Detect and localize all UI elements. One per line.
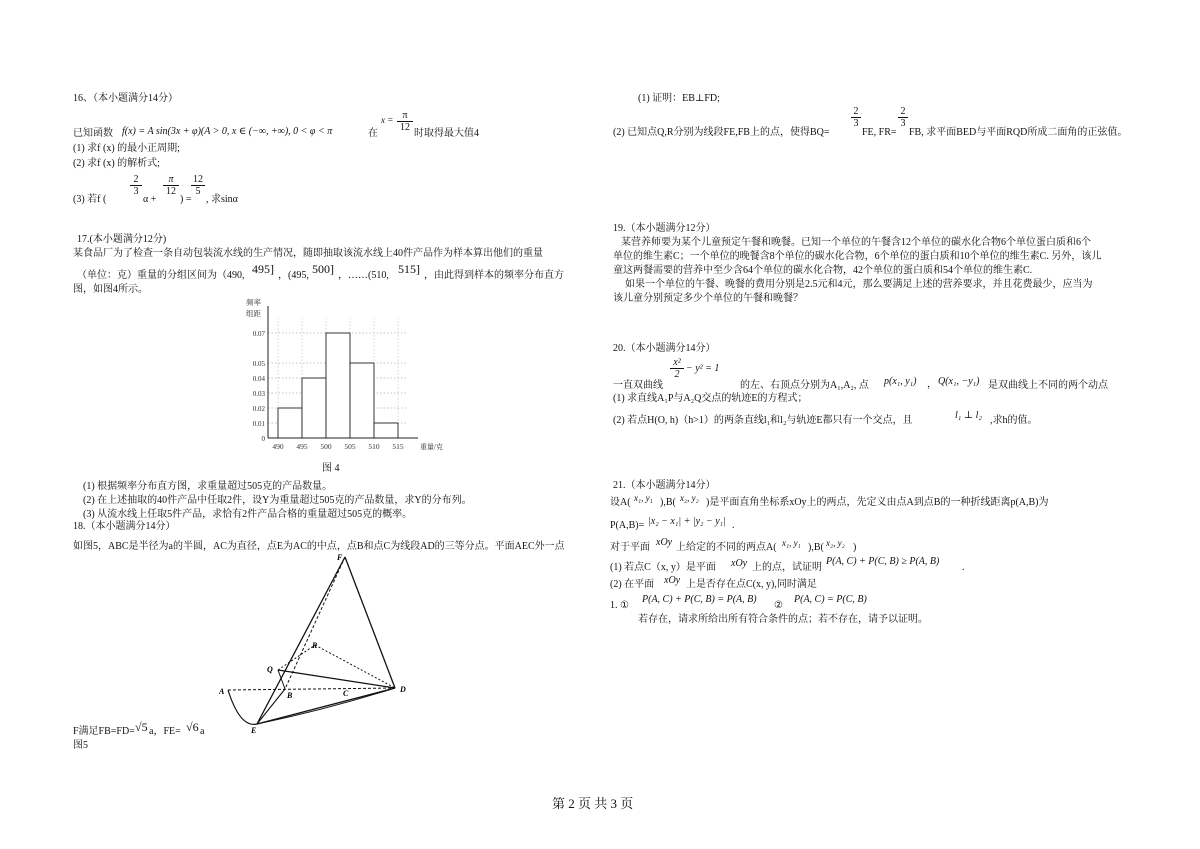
q18-frac-fr bbox=[898, 106, 908, 129]
q16-f1-num: 2 bbox=[133, 174, 139, 185]
q21-l1e: )是平面直角坐标系xOy上的两点，先定义由点A到点B的一种折线距离p(A,B)为 bbox=[706, 497, 1049, 508]
q17-title: 17.(本小题满分12分) bbox=[77, 234, 167, 245]
q17-line3: 图，如图4所示。 bbox=[73, 284, 148, 295]
q18-part2-a: (2) 已知点Q,R分别为线段FE,FB上的点，使得BQ= bbox=[613, 127, 830, 138]
q18-fb-num: 2 bbox=[900, 106, 906, 117]
y-tick-label: 0.03 bbox=[252, 390, 265, 398]
q18-line1: 如图5，ABC是半径为a的半圆，AC为直径，点E为AC的中点，点B和点C为线段AD的三等分点。平面AEC外一点 bbox=[73, 541, 565, 552]
q16-tail: 时取得最大值4 bbox=[414, 128, 479, 139]
q21-l3d: x₁, y₁ bbox=[782, 538, 801, 548]
q16-part3-close: ) = bbox=[180, 194, 192, 205]
q18-part2-b: FE, FR= bbox=[862, 127, 897, 138]
q16-f3-num: 12 bbox=[193, 174, 203, 185]
q18-line2c: a，FE= bbox=[149, 726, 181, 737]
q21-l3b: xOy bbox=[656, 537, 673, 548]
q21-l3e: ),B( bbox=[808, 542, 824, 553]
figure-5-geometry bbox=[215, 550, 415, 736]
q16-title: 16、（本小题满分14分） bbox=[73, 93, 178, 104]
x-tick-label: 510 bbox=[368, 442, 380, 451]
x-tick-label: 500 bbox=[320, 442, 332, 451]
q19-title: 19.（本小题满分12分） bbox=[613, 223, 716, 234]
x-axis-label: 重量/克 bbox=[420, 443, 443, 451]
label-B: B bbox=[287, 691, 293, 700]
y-axis-label-2: 组距 bbox=[246, 309, 261, 318]
q20-part2-c: ,求h的值。 bbox=[990, 415, 1038, 426]
semicircle-arc bbox=[228, 690, 257, 724]
q21-l3g: ) bbox=[853, 542, 857, 553]
q19-line3: 童这两餐需要的营养中至少含64个单位的碳水化合物，42个单位的蛋白质和54个单位的维生素C. bbox=[613, 265, 1033, 276]
q18-part2-c: FB, 求平面BED与平面RQD所成二面角的正弦值。 bbox=[909, 127, 1128, 138]
x-tick-label: 490 bbox=[272, 442, 284, 451]
q17-part3: (3) 从流水线上任取5件产品，求恰有2件产品合格的重量超过505克的概率。 bbox=[83, 509, 413, 520]
q16-f2-num: π bbox=[168, 174, 174, 185]
histogram-bar bbox=[278, 408, 302, 438]
label-D: D bbox=[400, 685, 406, 694]
q21-l5c: 上是否存在点C(x, y),同时满足 bbox=[686, 579, 817, 590]
q16-part3-tail: , 求sinα bbox=[206, 194, 238, 205]
q16-frac-2-3 bbox=[130, 174, 142, 197]
q20-part2-a: (2) 若点H(O, h)（h>1）的两条直线l₁和l₂与轨迹E都只有一个交点，且 bbox=[613, 415, 913, 426]
q20-eq-fraction bbox=[670, 357, 684, 380]
y-axis-label: 频率 bbox=[246, 298, 261, 307]
q18-fb-den: 3 bbox=[898, 117, 908, 129]
q21-l5b: xOy bbox=[664, 575, 681, 586]
q21-l2c: . bbox=[732, 520, 735, 531]
q19-line5: 该儿童分别预定多少个单位的午餐和晚餐？ bbox=[613, 293, 803, 304]
q21-l1b: x₁, y₁ bbox=[634, 493, 653, 503]
label-F: F bbox=[337, 553, 343, 562]
frequency-histogram bbox=[238, 296, 443, 476]
q21-l2a: P(A,B)= bbox=[610, 520, 645, 531]
q18-fa-num: 2 bbox=[853, 106, 859, 117]
q20-comma: ， bbox=[927, 379, 937, 390]
edge-FD bbox=[345, 557, 395, 688]
histogram-bar bbox=[374, 423, 398, 438]
q20-eq-den: 2 bbox=[670, 368, 684, 380]
q17-line2b: 495] bbox=[252, 262, 274, 276]
q20-eq-tail: − y² = 1 bbox=[686, 363, 720, 374]
q21-l6b: P(A, C) + P(C, B) = P(A, B) bbox=[642, 594, 757, 605]
q17-line2d: 500] bbox=[312, 262, 334, 276]
q20-pre: 一直双曲线 bbox=[613, 380, 663, 391]
label-A: A bbox=[219, 687, 225, 696]
q20-title: 20.（本小题满分14分） bbox=[613, 343, 716, 354]
q21-l4d: P(A, C) + P(C, B) ≥ P(A, B) bbox=[826, 556, 940, 567]
label-Q: Q bbox=[267, 665, 273, 674]
q16-x-fraction bbox=[397, 110, 413, 133]
q17-line2a: （单位：克）重量的分组区间为（490, bbox=[77, 270, 245, 281]
q18-line2a: F满足FB=FD= bbox=[73, 726, 135, 737]
q21-l4e: . bbox=[962, 562, 965, 573]
label-E: E bbox=[251, 726, 257, 735]
q17-line2f: 515] bbox=[398, 262, 420, 276]
q21-l4c: 上的点，试证明 bbox=[752, 562, 822, 573]
q21-l3c: 上给定的不同的两点A( bbox=[676, 542, 777, 553]
q20-point-p: p(x₁, y₁) bbox=[884, 376, 917, 387]
edge-FE bbox=[257, 557, 345, 724]
q17-line1: 某食品厂为了检查一条自动包装流水线的生产情况，随即抽取该流水线上40件产品作为样本算出他们的重量 bbox=[73, 248, 543, 259]
q21-l3a: 对于平面 bbox=[610, 542, 650, 553]
q21-l4a: (1) 若点C（x, y）是平面 bbox=[610, 562, 716, 573]
y-tick-label: 0.07 bbox=[252, 330, 265, 338]
q20-perp: l₁ ⊥ l₂ bbox=[955, 410, 982, 421]
q20-end: 是双曲线上不同的两个动点 bbox=[988, 380, 1108, 391]
q20-point-q: Q(x₁, −y₁) bbox=[938, 376, 980, 387]
label-R: R bbox=[312, 641, 318, 650]
segment-AD bbox=[228, 688, 395, 690]
q18-fa-den: 3 bbox=[851, 117, 861, 129]
q16-part1: (1) 求f (x) 的最小正周期; bbox=[73, 143, 180, 154]
q21-l1c: ),B( bbox=[660, 497, 676, 508]
q21-l7: 若存在，请求所给出所有符合条件的点；若不存在，请予以证明。 bbox=[638, 614, 928, 625]
q17-line2c: ，(495, bbox=[278, 270, 309, 281]
y-tick-label: 0.05 bbox=[252, 360, 265, 368]
q20-part1: (1) 求直线A₁P与A₂Q交点的轨迹E的方程式； bbox=[613, 393, 808, 404]
histogram-bar bbox=[350, 363, 374, 438]
x-tick-label: 515 bbox=[392, 442, 404, 451]
edge-ED bbox=[257, 688, 395, 724]
q18-line2e: a bbox=[200, 726, 205, 737]
q21-title: 21.（本小题满分14分） bbox=[613, 480, 716, 491]
q21-l5a: (2) 在平面 bbox=[610, 579, 655, 590]
q18-sqrt6: √6 bbox=[186, 720, 199, 734]
q16-f3-den: 5 bbox=[191, 185, 205, 197]
edge-FB bbox=[285, 557, 345, 689]
q17-line2e: ，……(510, bbox=[338, 270, 389, 281]
y-tick-label: 0.01 bbox=[252, 420, 265, 428]
histogram-bar bbox=[302, 378, 326, 438]
q17-part1: (1) 根据频率分布直方图，求重量超过505克的产品数量。 bbox=[83, 481, 333, 492]
q18-sqrt5: √5 bbox=[135, 720, 148, 734]
q21-l4b: xOy bbox=[731, 558, 748, 569]
histogram-bar bbox=[326, 333, 350, 438]
y-tick-label: 0.02 bbox=[252, 405, 265, 413]
q16-in: 在 bbox=[368, 128, 378, 139]
q21-l6a: 1. ① bbox=[610, 600, 629, 611]
q19-line4: 如果一个单位的午餐、晚餐的费用分别是2.5元和4元，那么要满足上述的营养要求，并且花费最少，应当为 bbox=[625, 279, 1093, 290]
histogram-bars bbox=[278, 333, 398, 438]
page-footer: 第 2 页 共 3 页 bbox=[552, 796, 634, 811]
q16-x-num: π bbox=[402, 110, 408, 121]
q16-f1-den: 3 bbox=[130, 185, 142, 197]
q21-l6c: ② bbox=[774, 600, 783, 611]
q18-part1: (1) 证明：EB⊥FD; bbox=[638, 93, 720, 104]
figure-5-caption: 图5 bbox=[73, 740, 88, 751]
q16-part3-mid: α + bbox=[143, 194, 157, 205]
q16-x-label: x = bbox=[381, 115, 394, 125]
q16-frac-12-5 bbox=[191, 174, 205, 197]
q16-part2: (2) 求f (x) 的解析式; bbox=[73, 158, 160, 169]
q18-title: 18.（本小题满分14分） bbox=[73, 521, 176, 532]
q21-l6d: P(A, C) = P(C, B) bbox=[794, 594, 867, 605]
figure-4-caption: 图 4 bbox=[322, 463, 340, 474]
q17-line2g: ，由此得到样本的频率分布直方 bbox=[424, 270, 564, 281]
x-tick-label: 495 bbox=[296, 442, 308, 451]
q20-mid: 的左、右顶点分别为A₁,A₂, 点 bbox=[740, 380, 869, 391]
q18-frac-bq bbox=[851, 106, 861, 129]
q21-l1a: 设A( bbox=[610, 497, 631, 508]
q21-l2b: |x₂ − x₁| + |y₂ − y₁| bbox=[648, 516, 726, 527]
q16-x-den: 12 bbox=[397, 121, 413, 133]
label-C: C bbox=[343, 689, 349, 698]
q19-line2: 单位的维生素C；一个单位的晚餐含8个单位的碳水化合物，6个单位的蛋白质和10个单位的维生素C. 另外，该儿 bbox=[613, 251, 1102, 262]
q20-eq-num: x² bbox=[673, 357, 681, 368]
q16-part3-prefix: (3) 若f ( bbox=[73, 194, 107, 205]
q19-line1: 某营养师要为某个儿童预定午餐和晚餐。已知一个单位的午餐含12个单位的碳水化合物6个单位蛋白质和6个 bbox=[621, 237, 1091, 248]
q16-frac-pi-12 bbox=[163, 174, 179, 197]
q21-l3f: x₂, y₂ bbox=[826, 538, 845, 548]
y-tick-label: 0.04 bbox=[252, 375, 265, 383]
q16-f2-den: 12 bbox=[163, 185, 179, 197]
x-tick-label: 505 bbox=[344, 442, 356, 451]
q16-lead: 已知函数 bbox=[73, 128, 113, 139]
q17-part2: (2) 在上述抽取的40件产品中任取2件，设Y为重量超过505克的产品数量，求Y的分布列。 bbox=[83, 495, 472, 506]
q21-l1d: x₂, y₂ bbox=[680, 493, 699, 503]
q16-formula: f(x) = A sin(3x + φ)(A > 0, x ∈ (−∞, +∞), 0 < φ < π bbox=[122, 126, 333, 137]
y-tick-label: 0 bbox=[261, 435, 265, 443]
segment-QD bbox=[278, 670, 395, 688]
